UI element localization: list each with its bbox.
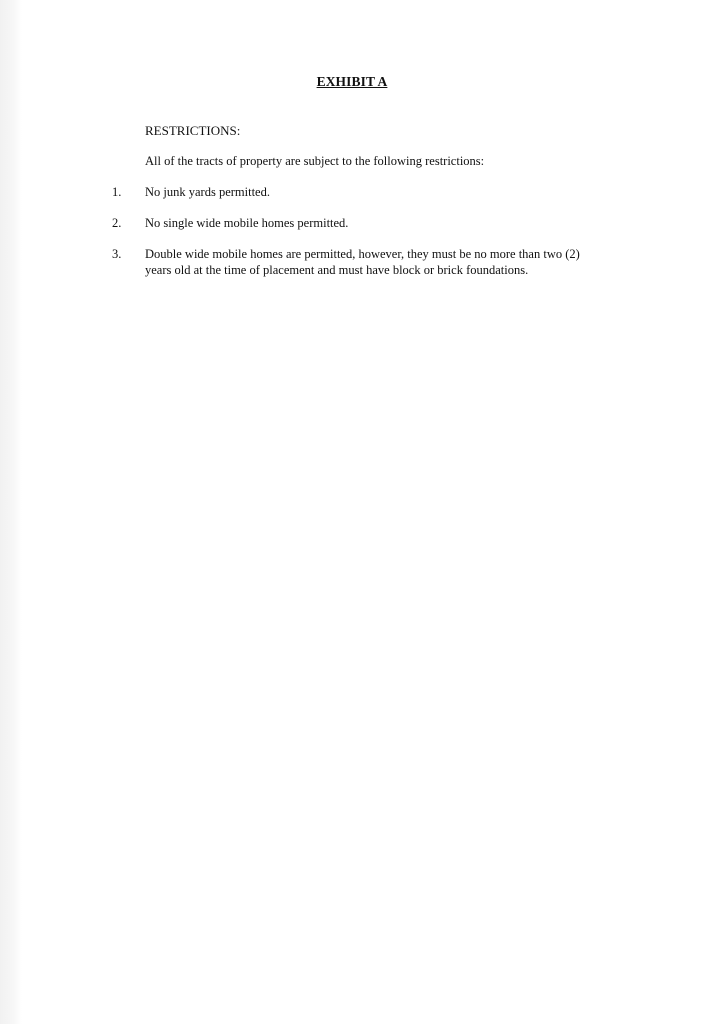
restriction-text: No single wide mobile homes permitted. xyxy=(145,216,349,230)
exhibit-title: EXHIBIT A xyxy=(316,74,388,89)
restriction-number: 2. xyxy=(112,216,122,230)
restrictions-list xyxy=(0,184,704,293)
restriction-item-2 xyxy=(0,215,704,231)
restrictions-heading: RESTRICTIONS: xyxy=(145,123,241,138)
restriction-text: Double wide mobile homes are permitted, however, they must be no more than two (2) years old at the time of placement and must have block or brick foundations. xyxy=(145,247,580,277)
restriction-text: No junk yards permitted. xyxy=(145,185,270,199)
restriction-item-3 xyxy=(0,246,704,278)
restriction-item-1 xyxy=(0,184,704,200)
restrictions-intro: All of the tracts of property are subject to the following restrictions: xyxy=(145,154,485,168)
page-edge-shadow xyxy=(0,0,22,1024)
restriction-number: 1. xyxy=(112,185,122,199)
restriction-number: 3. xyxy=(112,247,122,261)
